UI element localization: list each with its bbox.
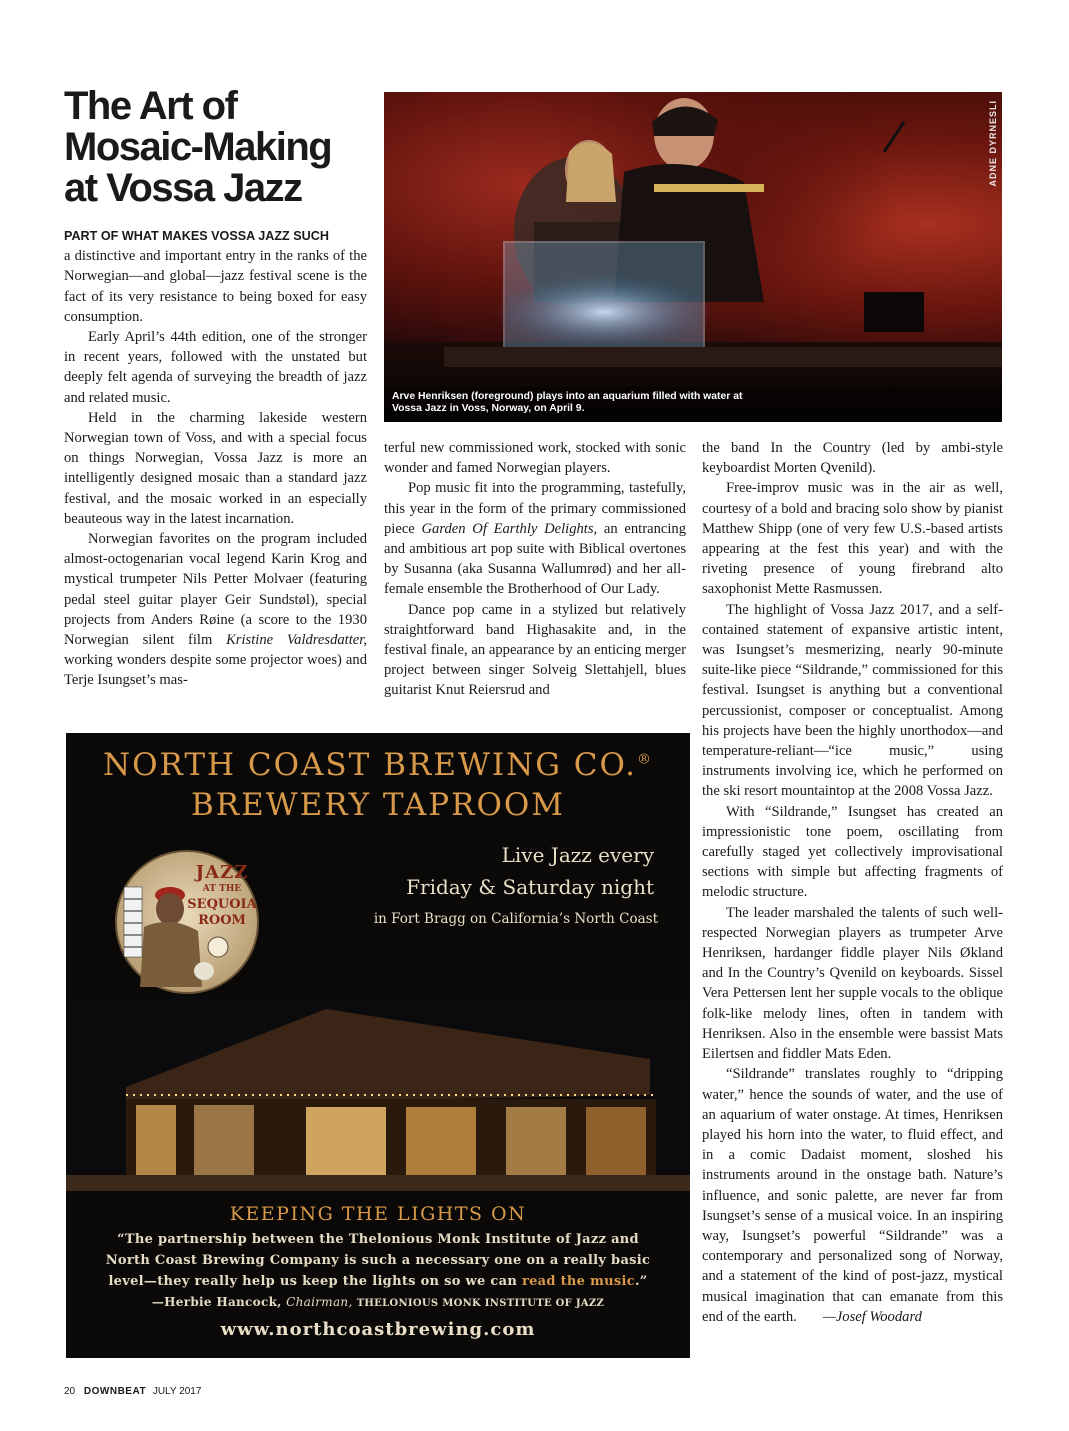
registered-mark: ® [636,751,653,768]
magazine-name: DOWNBEAT [83,1386,147,1397]
ad-tagline: KEEPING THE LIGHTS ON [229,1203,527,1225]
ad-live-nights: Friday & Saturday night [406,875,654,899]
lead-in: PART OF WHAT MAKES VOSSA JAZZ SUCH [64,229,329,243]
photo-caption: Arve Henriksen (foreground) plays into an aquarium filled with water at Vossa Jazz in Voss, Norway, on April 9. [392,391,743,414]
film-title: Kristine Valdresdatter, [226,632,367,649]
concert-photo [384,92,1002,422]
page-footer [64,1386,201,1397]
article-paragraph: The leader marshaled the talents of such well-respected Norwegian players as trumpeter Arve Henriksen, hardanger fiddle player Nils Økland and In the Country’s Qvenild on keyboards. Sissel Vera Pettersen lent her supple vocals to the oblique folk-like melody lines, often in tandem with Henriksen. Also in the ensemble were bassist Mats Eilertsen and fiddler Mats Eden. [702,904,1003,1063]
page-number: 20 [64,1386,76,1397]
article-paragraph: Pop music fit into the programming, tastefully, this year in the form of the primary commissioned piece Garden Of Earthly Delights, an entrancing and ambitious art pop suite with Biblical overtones by Susanna (aka Susanna Wallumrød) and her all-female ensemble the Brotherhood of Our Lady. [384,480,687,598]
article-column-1 [64,226,367,691]
photo-illustration [384,92,1002,422]
byline: —Josef Woodard [822,1308,922,1325]
article-paragraph: The highlight of Vossa Jazz 2017, and a self-contained statement of expansive artistic intent, was Isungset’s mesmerizing, nearly 90-minute suite-like piece “Sildrande,” commissioned for this festival. Isungset is anything but a conventional percussionist, composer or conceptualist. Among his projects have been the highly unorthodox—and temperature-reliant—“ice music,” using instruments involving ice, which he performed on the ski resort mountaintop at the 2008 Vossa Jazz. [702,601,1003,800]
ad-live-jazz: Live Jazz every [501,843,654,867]
article-paragraph: With “Sildrande,” Isungset has created an impressionistic tone poem, oscillating from carefully staged yet collectively improvisational sections with simple but affecting fragments of melodic structure. [702,803,1003,901]
article-paragraph: the band In the Country (led by ambi-style keyboardist Morten Qvenild). [702,440,1003,477]
photo-credit: ADNE DYRNESLI [988,100,998,187]
ad-quote-line2: North Coast Brewing Company is such a necessary one on a really basic [105,1253,651,1268]
ad-attribution: —Herbie Hancock, Chairman, THELONIOUS MONK INSTITUTE OF JAZZ [151,1295,605,1309]
article-paragraph: Free-improv music was in the air as well, courtesy of a bold and bracing solo show by pianist Matthew Shipp (one of very few U.S.-based artists appearing at the fest this year) and with the riveting presence of young firebrand alto saxophonist Mette Rasmussen. [702,480,1003,598]
issue-date: JULY 2017 [152,1386,202,1397]
article-paragraph: “Sildrande” translates roughly to “dripping water,” hence the sounds of water, and the use of an aquarium of water onstage. At times, Henriksen played his horn into the water, to fluid effect, and in a comic Dadaist moment, sloshed his instruments around in the onstage bath. Nature’s influence, and sonic palette, are never far from Isungset’s sense of a musical voice. In an inspiring way, Isungset’s powerful “Sildrande” was a contemporary and personalized song of Norway, and a statement of the kind of post-jazz, mystical musical imagination that can emanate from this end of the earth. —Josef Woodard [702,1066,1003,1325]
article-paragraph: Dance pop came in a stylized but relatively straightforward band Highasakite and, in the festival finale, an appearance by an enticing merger project between singer Solveig Slettahjell, blues guitarist Knut Reiersrud and [384,601,686,699]
article-paragraph: Early April’s 44th edition, one of the stronger in recent years, followed with the unstated but deeply felt agenda of surveying the breadth of jazz and related music. [64,329,367,406]
ad-website-link[interactable]: www.northcoastbrewing.com [220,1319,536,1340]
piece-title: Garden Of Earthly Delights [421,520,594,537]
article-paragraph: Norwegian favorites on the program included almost-octogenarian vocal legend Karin Krog and mystical trumpeter Nils Petter Molvaer (featuring pedal steel guitar player Geir Sundstøl), special projects from Anders Røine (a score to the 1930 Norwegian silent film Kristine Valdresdatter, working wonders despite some projector woes) and Terje Isungset’s mas- [64,531,367,689]
ad-title-line1: NORTH COAST BREWING CO.® [103,747,653,783]
article-column-2 [384,438,686,701]
taproom-photo [66,995,690,1191]
article-headline: The Art of Mosaic-Making at Vossa Jazz [64,84,332,210]
ad-quote-line3: level—they really help us keep the lights on so we can read the music.” [108,1274,648,1289]
article-column-3 [702,438,1003,1327]
article-paragraph: PART OF WHAT MAKES VOSSA JAZZ SUCH a distinctive and important entry in the ranks of the Norwegian—and global—jazz festival scene is the fact of its very resistance to being boxed for easy consumption. [64,229,367,325]
article-paragraph: terful new commissioned work, stocked with sonic wonder and famed Norwegian players. [384,440,686,477]
article-paragraph: Held in the charming lakeside western Norwegian town of Voss, and with a special focus on things Norwegian, Vossa Jazz is more an intelligently designed mosaic than a standard jazz festival, and the mosaic worked in an especially beauteous way in the latest incarnation. [64,409,367,527]
ad-title-line2: BREWERY TAPROOM [190,787,566,823]
brewery-advertisement [66,733,690,1358]
read-the-music: read the music [521,1274,635,1289]
ad-location: in Fort Bragg on California’s North Coast [373,911,658,927]
badge-text: JAZZ AT THE SEQUOIA ROOM [187,862,257,928]
ad-quote-line1: “The partnership between the Thelonious Monk Institute of Jazz and [117,1232,639,1247]
